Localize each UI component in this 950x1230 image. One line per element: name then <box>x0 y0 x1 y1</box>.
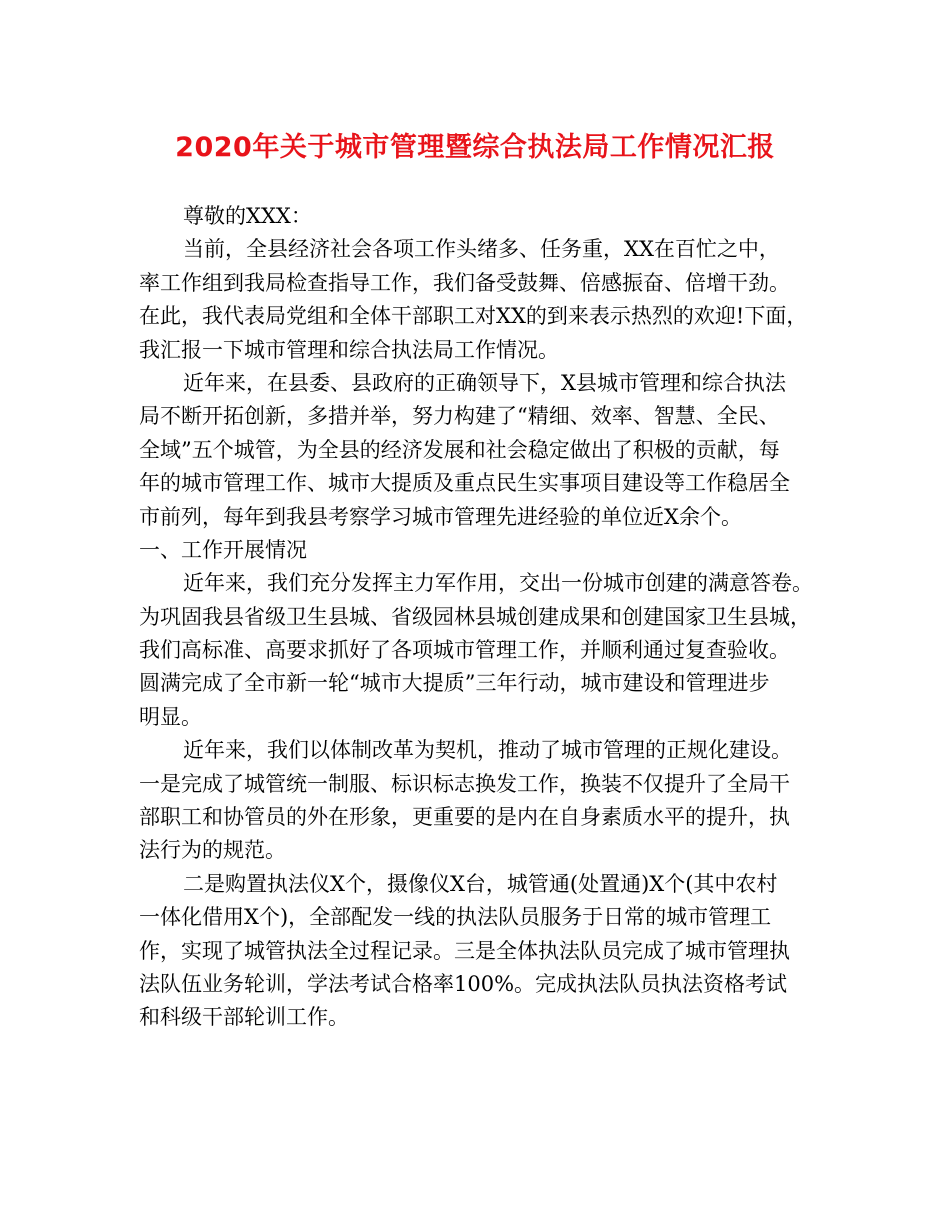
document-body <box>139 200 819 1035</box>
paragraph-line: 全域”五个城管，为全县的经济发展和社会稳定做出了积极的贡献，每 <box>139 437 780 462</box>
paragraph-line: 年的城市管理工作、城市大提质及重点民生实事项目建设等工作稳居全 <box>139 471 790 496</box>
paragraph-line: 近年来，我们以体制改革为契机，推动了城市管理的正规化建设。 <box>183 738 792 763</box>
paragraph-line: 市前列，每年到我县考察学习城市管理先进经验的单位近X余个。 <box>139 504 742 529</box>
paragraph-line: 近年来，在县委、县政府的正确领导下，X县城市管理和综合执法 <box>183 370 786 395</box>
paragraph-line: 和科级干部轮训工作。 <box>139 1005 349 1030</box>
document-title: 2020年关于城市管理暨综合执法局工作情况汇报 <box>175 132 775 163</box>
paragraph-line: 率工作组到我局检查指导工作，我们备受鼓舞、倍感振奋、倍增干劲。 <box>139 270 790 295</box>
paragraph-line: 明显。 <box>139 704 202 729</box>
section-heading: 一、工作开展情况 <box>139 537 307 562</box>
paragraph-line: 法行为的规范。 <box>139 838 286 863</box>
paragraph-line: 我汇报一下城市管理和综合执法局工作情况。 <box>139 337 559 362</box>
paragraph-line: 近年来，我们充分发挥主力军作用，交出一份城市创建的满意答卷。 <box>183 571 813 596</box>
paragraph-line: 为巩固我县省级卫生县城、省级园林县城创建成果和创建国家卫生县城， <box>139 604 811 629</box>
paragraph-line: 二是购置执法仪X个，摄像仪X台，城管通(处置通)X个(其中农村 <box>183 871 778 896</box>
paragraph-line: 部职工和协管员的外在形象，更重要的是内在自身素质水平的提升，执 <box>139 805 790 830</box>
paragraph-line: 局不断开拓创新，多措并举，努力构建了“精细、效率、智慧、全民、 <box>139 404 780 429</box>
paragraph-line: 法队伍业务轮训，学法考试合格率100%。完成执法队员执法资格考试 <box>139 971 788 996</box>
paragraph-line: 一体化借用X个)，全部配发一线的执法队员服务于日常的城市管理工 <box>139 905 772 930</box>
paragraph-line: 我们高标准、高要求抓好了各项城市管理工作，并顺利通过复查验收。 <box>139 638 790 663</box>
paragraph-line: 当前，全县经济社会各项工作头绪多、任务重，XX在百忙之中， <box>183 237 780 262</box>
paragraph-line: 一是完成了城管统一制服、标识标志换发工作，换装不仅提升了全局干 <box>139 771 790 796</box>
salutation-line: 尊敬的XXX： <box>183 204 312 228</box>
paragraph-line: 圆满完成了全市新一轮“城市大提质”三年行动，城市建设和管理进步 <box>139 671 770 696</box>
paragraph-line: 作，实现了城管执法全过程记录。三是全体执法队员完成了城市管理执 <box>139 938 790 963</box>
paragraph-line: 在此，我代表局党组和全体干部职工对XX的到来表示热烈的欢迎!下面， <box>139 304 808 329</box>
